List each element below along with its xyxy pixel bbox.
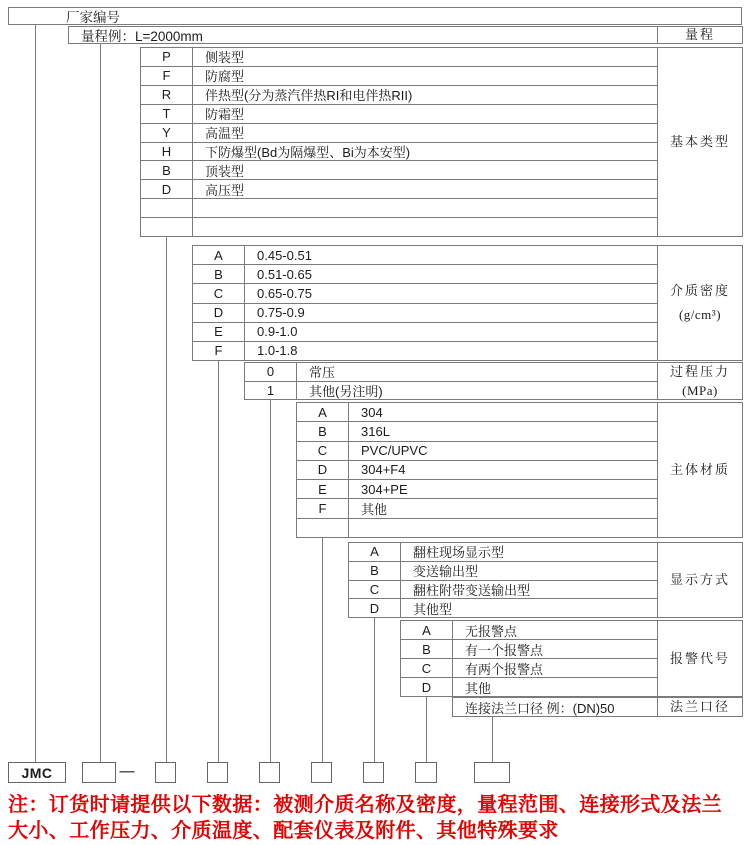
table-row xyxy=(245,363,657,382)
connector-line-material xyxy=(322,538,323,762)
manufacturer-number-row xyxy=(8,7,742,25)
description-cell: 有两个报警点 xyxy=(465,661,544,677)
code-box-alarm xyxy=(415,762,437,783)
model-prefix-box: JMC xyxy=(8,762,66,783)
description-cell: 0.51-0.65 xyxy=(257,266,312,282)
description-cell: 0.45-0.51 xyxy=(257,247,312,263)
table-row xyxy=(193,265,657,284)
table-row xyxy=(245,382,657,400)
description-cell: 1.0-1.8 xyxy=(257,343,298,359)
table-row xyxy=(141,48,657,67)
table-row xyxy=(141,218,657,236)
ordering-note-line1: 注：订货时请提供以下数据：被测介质名称及密度，量程范围、连接形式及法兰 xyxy=(8,794,722,816)
table-row xyxy=(297,403,657,422)
display-mode-table xyxy=(348,542,658,618)
code-cell: R xyxy=(141,86,193,104)
description-cell: 其他型 xyxy=(413,601,453,617)
code-cell: F xyxy=(297,499,349,517)
code-cell: P xyxy=(141,48,193,66)
code-cell: C xyxy=(401,659,453,677)
ordering-note-line2: 大小、工作压力、介质温度、配套仪表及附件、其他特殊要求 xyxy=(8,820,559,842)
code-box-flange xyxy=(474,762,510,783)
connector-line-range xyxy=(100,44,101,762)
code-cell: C xyxy=(349,581,401,599)
table-row xyxy=(349,581,657,600)
description-cell xyxy=(193,199,657,217)
description-cell: 防霜型 xyxy=(205,107,245,123)
code-cell: B xyxy=(401,640,453,658)
code-cell: A xyxy=(401,621,453,639)
table-row xyxy=(193,284,657,303)
code-cell: 1 xyxy=(245,382,297,400)
connector-line-pressure xyxy=(270,400,271,762)
connector-line-manufacturer xyxy=(35,25,36,762)
ordering-note xyxy=(8,792,748,844)
description-cell: PVC/UPVC xyxy=(361,443,428,459)
process-pressure-table xyxy=(244,362,658,400)
connector-line-basic-type xyxy=(166,237,167,762)
code-cell: A xyxy=(193,246,245,264)
code-cell: Y xyxy=(141,124,193,142)
code-cell: C xyxy=(297,442,349,460)
table-row xyxy=(141,143,657,162)
table-row xyxy=(401,621,657,640)
table-row xyxy=(141,124,657,143)
code-cell: D xyxy=(193,304,245,322)
code-cell: H xyxy=(141,143,193,161)
code-cell: 0 xyxy=(245,363,297,381)
code-box-range xyxy=(82,762,116,783)
label-display-mode: 显示方式 xyxy=(658,542,743,618)
description-cell: 高温型 xyxy=(205,126,245,142)
description-cell: 有一个报警点 xyxy=(465,642,544,658)
label-body-material: 主体材质 xyxy=(658,402,743,538)
connector-line-flange xyxy=(492,717,493,762)
description-cell: 304+PE xyxy=(361,481,408,497)
code-cell: E xyxy=(193,323,245,341)
table-row xyxy=(297,519,657,537)
table-row xyxy=(141,105,657,124)
description-cell: 变送输出型 xyxy=(413,564,479,580)
code-box-material xyxy=(311,762,332,783)
description-cell: 防腐型 xyxy=(205,69,245,85)
description-cell: 304 xyxy=(361,404,383,420)
code-box-pressure xyxy=(259,762,280,783)
table-row xyxy=(141,86,657,105)
medium-density-table xyxy=(192,245,658,361)
code-cell: F xyxy=(193,342,245,360)
code-cell: B xyxy=(141,161,193,179)
description-cell: 翻柱现场显示型 xyxy=(413,545,505,561)
description-cell: 无报警点 xyxy=(465,623,518,639)
table-row xyxy=(141,67,657,86)
table-row xyxy=(297,442,657,461)
description-cell: 下防爆型(Bd为隔爆型、Bi为本安型) xyxy=(205,144,411,160)
label-alarm-code: 报警代号 xyxy=(658,620,743,697)
table-row xyxy=(193,342,657,360)
description-cell xyxy=(193,218,657,236)
label-basic-type: 基本类型 xyxy=(658,47,743,237)
code-cell: D xyxy=(401,678,453,696)
description-cell: 0.65-0.75 xyxy=(257,285,312,301)
label-range: 量程 xyxy=(658,26,743,44)
table-row xyxy=(141,180,657,199)
code-cell: B xyxy=(349,562,401,580)
table-row xyxy=(349,599,657,617)
code-cell: B xyxy=(193,265,245,283)
description-cell: 高压型 xyxy=(205,182,245,198)
code-cell: T xyxy=(141,105,193,123)
label-flange-diameter: 法兰口径 xyxy=(658,697,743,717)
table-row xyxy=(297,461,657,480)
description-cell: 顶装型 xyxy=(205,163,245,179)
table-row xyxy=(297,499,657,518)
table-row xyxy=(193,323,657,342)
table-row xyxy=(141,199,657,218)
code-box-basic-type xyxy=(155,762,176,783)
code-cell: B xyxy=(297,422,349,440)
description-cell: 翻柱附带变送输出型 xyxy=(413,582,531,598)
description-cell: 其他 xyxy=(465,680,492,696)
connector-line-display xyxy=(374,618,375,762)
description-cell: 侧装型 xyxy=(205,50,245,66)
code-cell xyxy=(141,199,193,217)
alarm-code-table xyxy=(400,620,658,697)
connector-line-alarm xyxy=(426,697,427,762)
code-cell: E xyxy=(297,480,349,498)
flange-diameter-row: 连接法兰口径 例：(DN)50 xyxy=(452,697,658,717)
code-cell: C xyxy=(193,284,245,302)
description-cell: 304+F4 xyxy=(361,462,406,478)
code-box-density xyxy=(207,762,228,783)
table-row xyxy=(297,480,657,499)
description-cell: 其他(另注明) xyxy=(309,383,383,399)
code-cell xyxy=(141,218,193,236)
table-row xyxy=(401,640,657,659)
table-row xyxy=(193,246,657,265)
table-row xyxy=(401,659,657,678)
range-example-row xyxy=(68,26,658,44)
basic-type-table xyxy=(140,47,658,237)
code-cell: A xyxy=(297,403,349,421)
description-cell: 0.75-0.9 xyxy=(257,305,305,321)
code-cell: F xyxy=(141,67,193,85)
table-row xyxy=(349,543,657,562)
description-cell: 其他 xyxy=(361,502,388,518)
code-cell: D xyxy=(141,180,193,198)
code-box-display xyxy=(363,762,384,783)
connector-line-density xyxy=(218,361,219,762)
dash-separator: — xyxy=(119,763,135,780)
description-cell: 0.9-1.0 xyxy=(257,324,298,340)
label-medium-density: 介质密度 (g/cm³) xyxy=(658,245,743,361)
description-cell: 常压 xyxy=(309,365,336,381)
manufacturer-number-label: 厂家编号 xyxy=(66,10,120,25)
description-cell: 伴热型(分为蒸汽伴热RI和电伴热RII) xyxy=(205,88,413,104)
description-cell: 316L xyxy=(361,423,390,439)
table-row xyxy=(349,562,657,581)
code-cell: D xyxy=(297,461,349,479)
code-cell: A xyxy=(349,543,401,561)
table-row xyxy=(193,304,657,323)
label-process-pressure: 过程压力 (MPa) xyxy=(658,362,743,400)
table-row xyxy=(297,422,657,441)
table-row xyxy=(141,161,657,180)
body-material-table xyxy=(296,402,658,538)
code-cell xyxy=(297,519,349,537)
code-cell: D xyxy=(349,599,401,617)
table-row xyxy=(401,678,657,696)
description-cell xyxy=(349,519,657,537)
range-example-text: 量程例：L=2000mm xyxy=(81,29,203,44)
